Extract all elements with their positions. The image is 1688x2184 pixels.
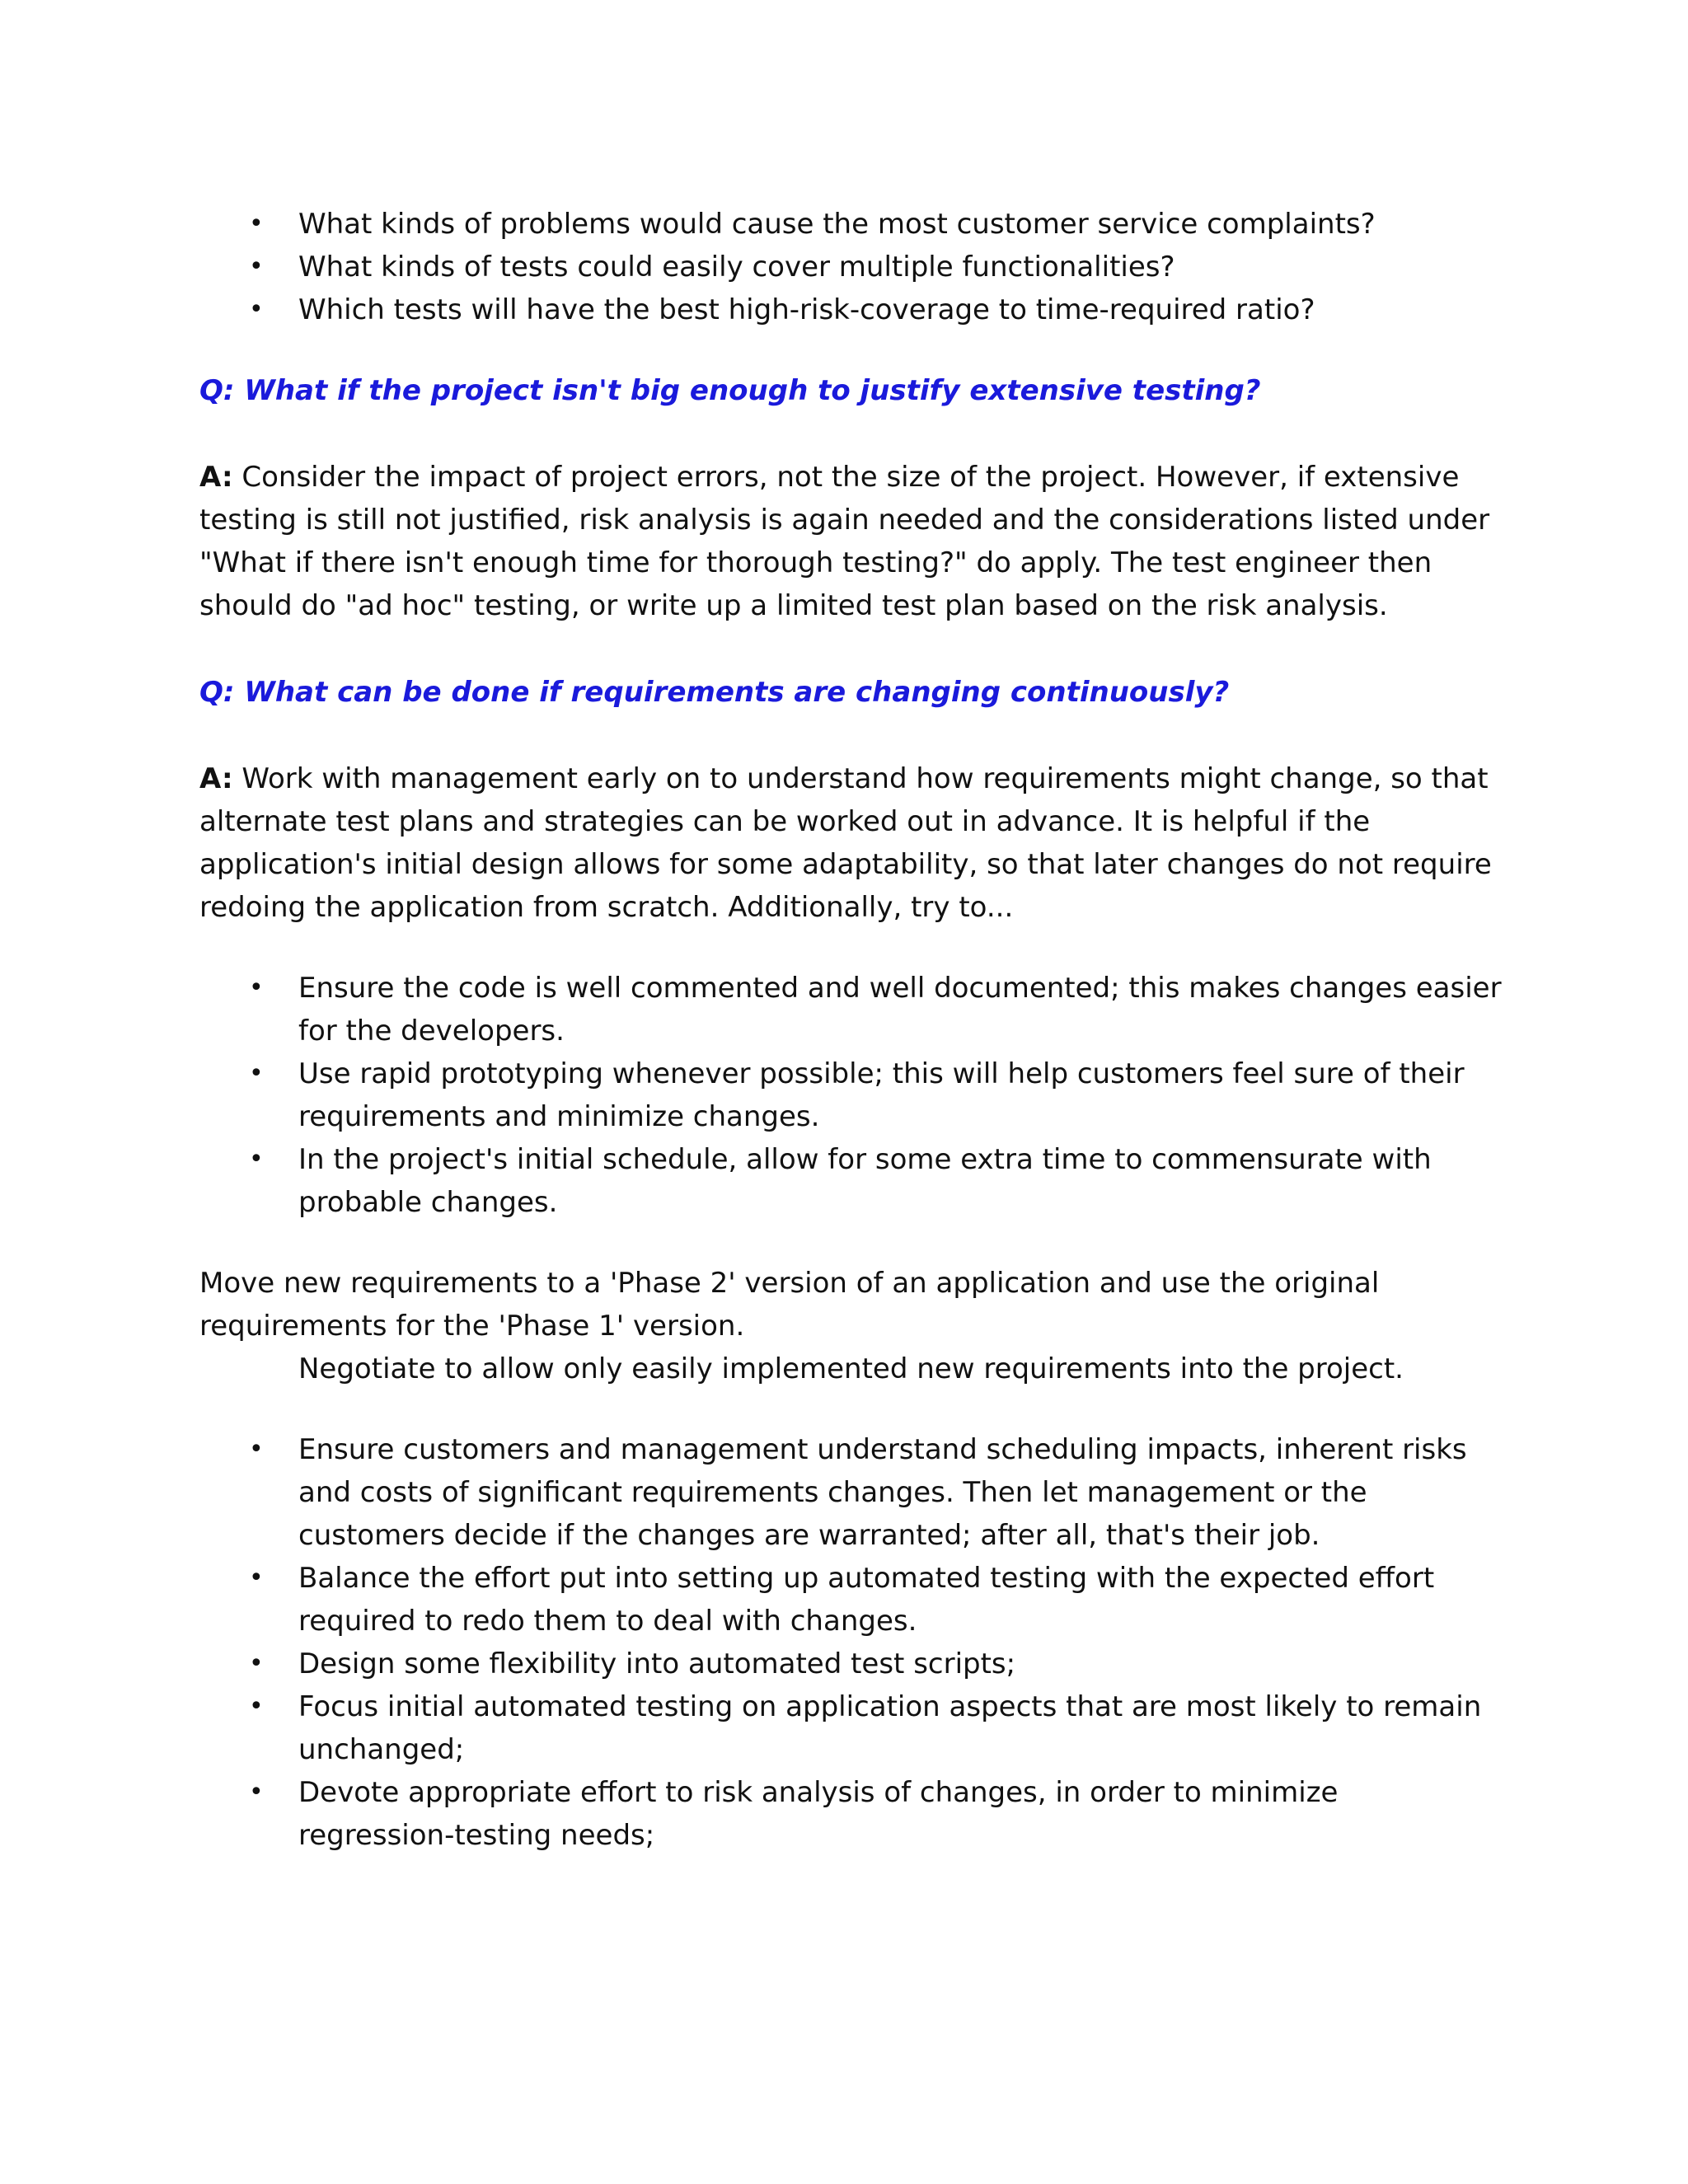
list-item (199, 1138, 1502, 1224)
bullet-icon: • (249, 252, 264, 281)
answer-paragraph (199, 456, 1502, 627)
list-item-text: Use rapid prototyping whenever possible; this will help customers feel sure of their requirements and minimize changes. (298, 1057, 1465, 1133)
bullet-icon: • (249, 973, 264, 1002)
list-item-text: In the project's initial schedule, allow for some extra time to commensurate with probable changes. (298, 1143, 1432, 1219)
list-item-text: Ensure the code is well commented and well documented; this makes changes easier for the developers. (298, 972, 1502, 1047)
question-heading: Q: What can be done if requirements are changing continuously? (199, 676, 1230, 709)
bullet-icon: • (249, 1692, 264, 1721)
list-item-text: Devote appropriate effort to risk analysis of changes, in order to minimize regression-testing needs; (298, 1776, 1339, 1852)
bullet-icon: • (249, 1563, 264, 1592)
answer-label: A: (199, 461, 233, 494)
bullet-icon: • (249, 1649, 264, 1678)
list-item-text: Ensure customers and management understand scheduling impacts, inherent risks and costs of significant requirements changes. Then let management or the customers decide if the changes are warranted; after all, that's their job. (298, 1433, 1467, 1552)
management-list (199, 1428, 1502, 1857)
list-item (199, 967, 1502, 1052)
list-item (199, 288, 1502, 331)
document-page (199, 0, 1502, 1857)
move-paragraph: Move new requirements to a 'Phase 2' version of an application and use the original requirements for the 'Phase 1' version. (199, 1267, 1380, 1343)
list-item (199, 1643, 1502, 1685)
bullet-icon: • (249, 1059, 264, 1088)
list-item (199, 1685, 1502, 1771)
answer-paragraph (199, 757, 1502, 929)
list-item (199, 203, 1502, 246)
negotiate-line: Negotiate to allow only easily implemented new requirements into the project. (298, 1352, 1404, 1385)
bullet-icon: • (249, 1778, 264, 1807)
tips-list (199, 967, 1502, 1224)
question-list (199, 203, 1502, 331)
bullet-icon: • (249, 295, 264, 324)
list-item-text: Design some flexibility into automated test scripts; (298, 1647, 1016, 1680)
list-item-text: Which tests will have the best high-risk-coverage to time-required ratio? (298, 293, 1315, 326)
list-item (199, 1771, 1502, 1857)
bullet-icon: • (249, 1435, 264, 1464)
list-item (199, 246, 1502, 288)
list-item (199, 1428, 1502, 1557)
bullet-icon: • (249, 209, 264, 238)
answer-text: Consider the impact of project errors, not the size of the project. However, if extensive testing is still not justified, risk analysis is again needed and the considerations listed under "What if there isn't enough time for thorough testing?" do apply. The test engineer then should do "ad hoc" testing, or write up a limited test plan based on the risk analysis. (199, 461, 1490, 622)
answer-label: A: (199, 762, 233, 795)
list-item-text: Balance the effort put into setting up automated testing with the expected effort required to redo them to deal with changes. (298, 1562, 1435, 1638)
bullet-icon: • (249, 1145, 264, 1174)
answer-text: Work with management early on to understand how requirements might change, so that alternate test plans and strategies can be worked out in advance. It is helpful if the application's initial design allows for some adaptability, so that later changes do not require redoing the application from scratch. Additionally, try to... (199, 762, 1492, 924)
list-item-text: Focus initial automated testing on application aspects that are most likely to remain unchanged; (298, 1690, 1482, 1766)
list-item (199, 1052, 1502, 1138)
list-item (199, 1557, 1502, 1643)
list-item-text: What kinds of problems would cause the most customer service complaints? (298, 208, 1376, 241)
question-heading: Q: What if the project isn't big enough to justify extensive testing? (199, 374, 1261, 407)
list-item-text: What kinds of tests could easily cover multiple functionalities? (298, 251, 1175, 284)
